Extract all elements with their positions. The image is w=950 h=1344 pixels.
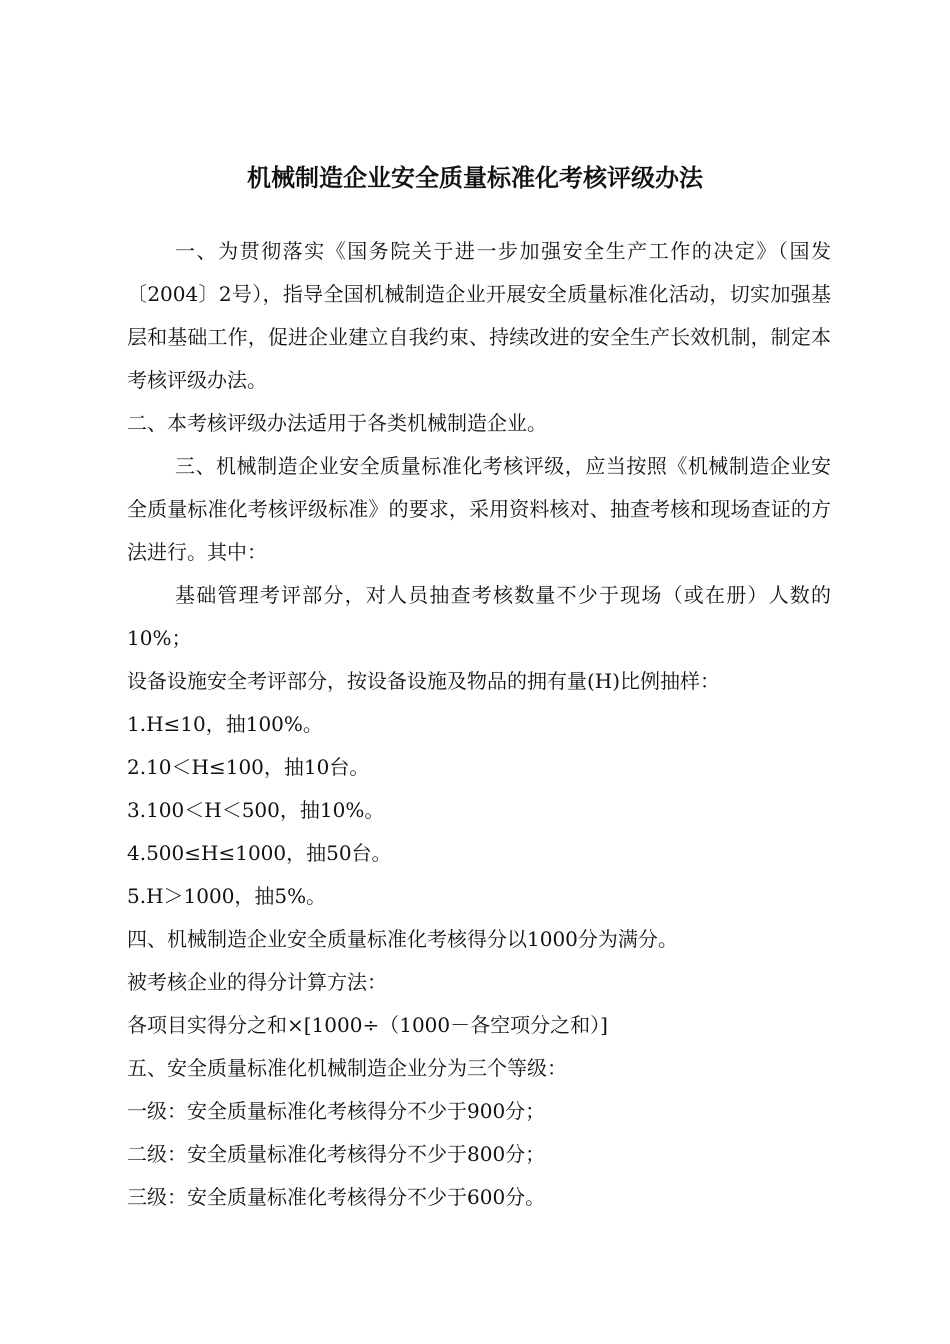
paragraph-7: 被考核企业的得分计算方法： (127, 970, 387, 994)
score-formula: 各项目实得分之和×[1000÷（1000－各空项分之和）] (127, 1013, 608, 1037)
sampling-rule-2: 2.10＜H≤100，抽10台。 (127, 755, 370, 779)
paragraph-4: 基础管理考评部分，对人员抽查考核数量不少于现场（或在册）人数的10%； (127, 583, 831, 650)
paragraph-1: 一、为贯彻落实《国务院关于进一步加强安全生产工作的决定》（国发〔2004〕2号），指导全国机械制造企业开展安全质量标准化活动，切实加强基层和基础工作，促进企业建立自我约束、持续改进的安全生产长效机制，制定本考核评级办法。 (127, 239, 831, 392)
sampling-rule-1: 1.H≤10，抽100%。 (127, 712, 323, 736)
paragraph-2: 二、本考核评级办法适用于各类机械制造企业。 (127, 411, 547, 435)
paragraph-5: 设备设施安全考评部分，按设备设施及物品的拥有量(H)比例抽样： (127, 669, 721, 693)
document-body (127, 230, 831, 1219)
paragraph-6: 四、机械制造企业安全质量标准化考核得分以1000分为满分。 (127, 927, 678, 951)
paragraph-3: 三、机械制造企业安全质量标准化考核评级，应当按照《机械制造企业安全质量标准化考核评级标准》的要求，采用资料核对、抽查考核和现场查证的方法进行。其中： (127, 454, 831, 564)
document-title: 机械制造企业安全质量标准化考核评级办法 (247, 164, 703, 192)
sampling-rule-3: 3.100＜H＜500，抽10%。 (127, 798, 385, 822)
paragraph-9: 五、安全质量标准化机械制造企业分为三个等级： (127, 1056, 567, 1080)
sampling-rule-4: 4.500≤H≤1000，抽50台。 (127, 841, 392, 865)
grade-2: 二级：安全质量标准化考核得分不少于800分； (127, 1142, 546, 1166)
grade-3: 三级：安全质量标准化考核得分不少于600分。 (127, 1185, 546, 1209)
grade-1: 一级：安全质量标准化考核得分不少于900分； (127, 1099, 546, 1123)
sampling-rule-5: 5.H＞1000，抽5%。 (127, 884, 327, 908)
